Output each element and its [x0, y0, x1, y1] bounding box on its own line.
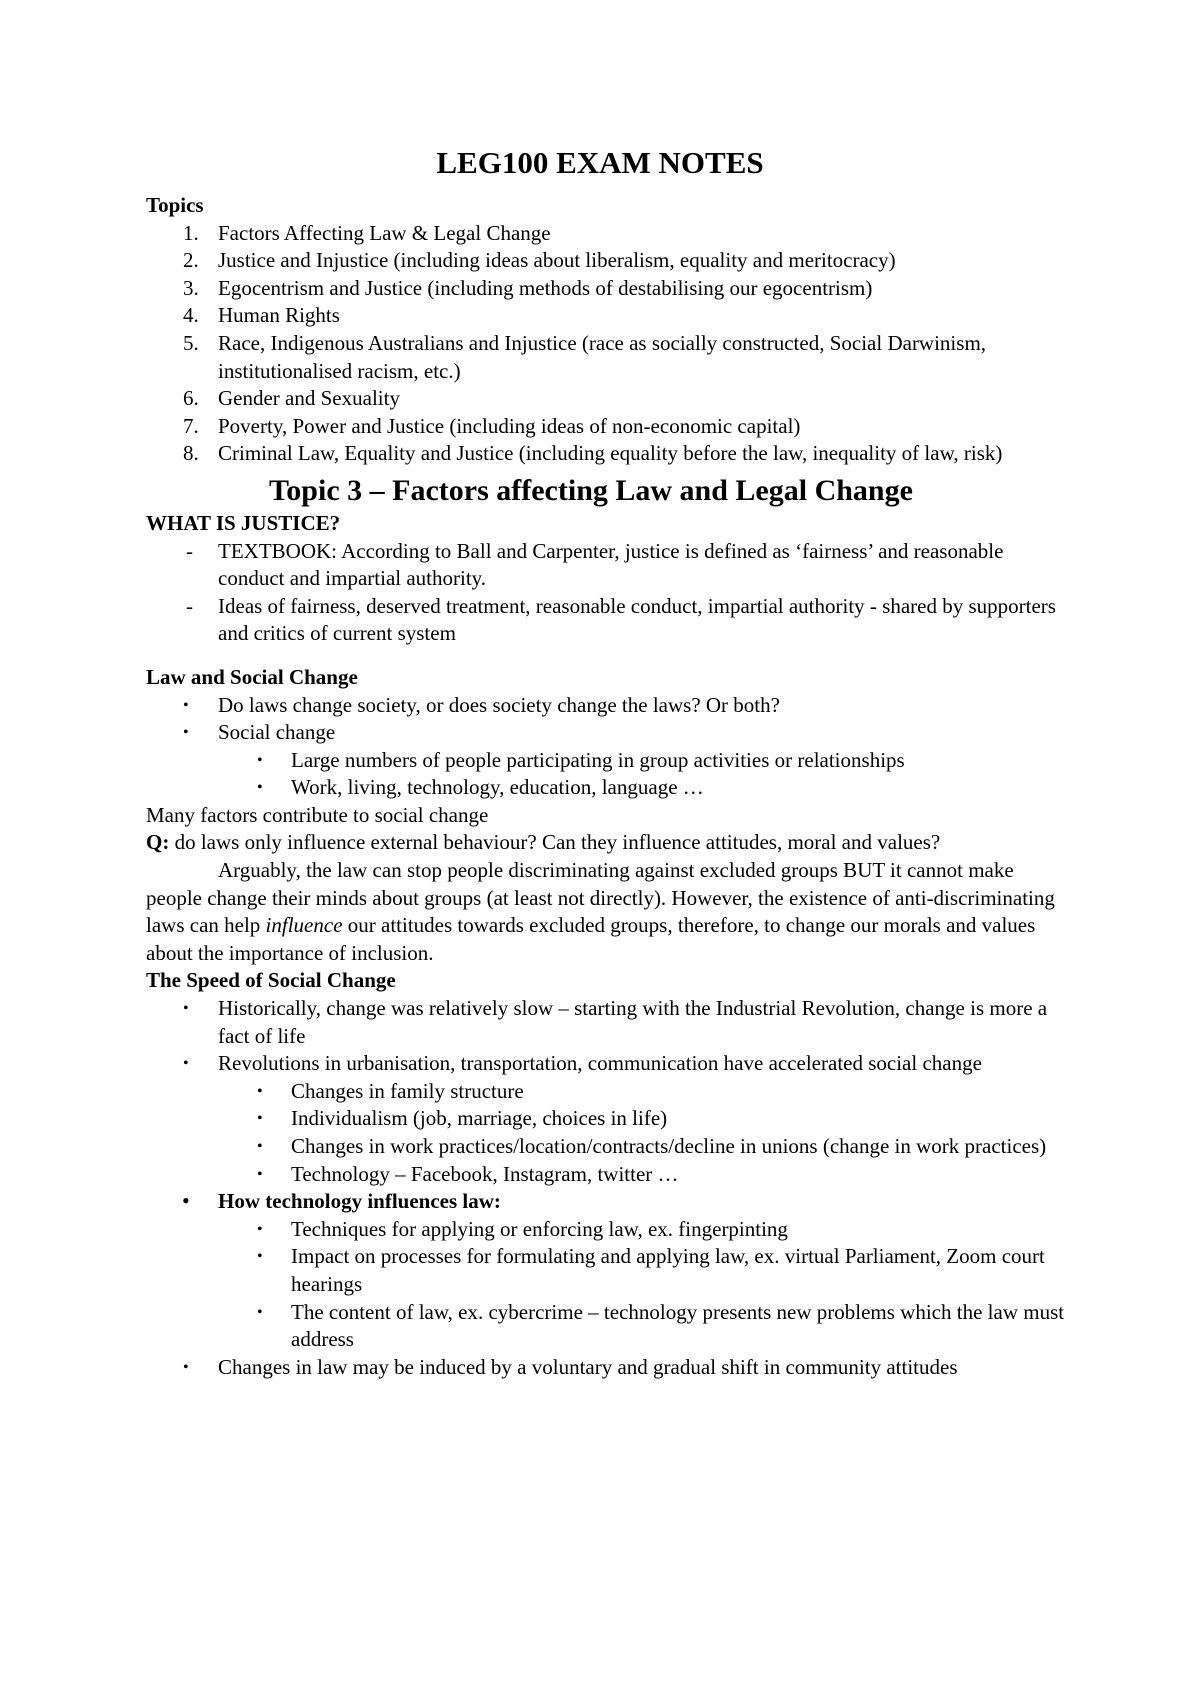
list-item-text: Individualism (job, marriage, choices in life) — [291, 1106, 668, 1131]
topic-text: Race, Indigenous Australians and Injustice (race as socially constructed, Social Darwinism, institutionalised racism, etc.) — [218, 330, 987, 383]
paragraph-text: Arguably, the law can stop people discriminating against excluded groups BUT it cannot make people change their minds about groups (at least not directly). However, the existence of anti-discriminating laws can help — [146, 858, 1055, 938]
list-item-text: TEXTBOOK: According to Ball and Carpenter, justice is defined as ‘fairness’ and reasonable conduct and impartial authority. — [218, 538, 1004, 591]
tech-list — [146, 1188, 1066, 1216]
topic-text: Egocentrism and Justice (including methods of destabilising our egocentrism) — [218, 275, 873, 300]
list-item-text: Technology – Facebook, Instagram, twitter … — [291, 1161, 679, 1186]
law-social-list — [146, 692, 1066, 747]
list-item-text: The content of law, ex. cybercrime – technology presents new problems which the law must address — [291, 1299, 1065, 1352]
bullet-marker: • — [183, 724, 189, 742]
list-item — [146, 1216, 1066, 1244]
topic-text: Factors Affecting Law & Legal Change — [218, 220, 551, 245]
topic-text: Justice and Injustice (including ideas about liberalism, equality and meritocracy) — [218, 248, 896, 273]
list-item — [146, 593, 1066, 648]
list-item-text: Ideas of fairness, deserved treatment, reasonable conduct, impartial authority - shared by supporters and critics of current system — [218, 593, 1056, 646]
list-item-text: Techniques for applying or enforcing law, ex. fingerpinting — [291, 1216, 788, 1241]
justice-list — [146, 538, 1066, 648]
emphasis-text: influence — [265, 913, 343, 938]
bullet-marker: • — [183, 1055, 189, 1073]
list-item — [146, 747, 1066, 775]
topic-item — [146, 220, 1066, 248]
document-title: LEG100 EXAM NOTES — [436, 145, 764, 180]
bullet-marker: • — [183, 1000, 189, 1018]
topic-number: 5. — [183, 330, 199, 355]
topic-item — [146, 385, 1066, 413]
bullet-marker: • — [183, 1358, 189, 1376]
topic-number: 6. — [183, 386, 199, 411]
list-item — [146, 995, 1066, 1050]
list-item-text: Work, living, technology, education, language … — [291, 775, 704, 800]
topic-item — [146, 440, 1066, 468]
topic-number: 7. — [183, 413, 199, 438]
list-item-text: Do laws change society, or does society change the laws? Or both? — [218, 692, 780, 717]
list-item-text: Impact on processes for formulating and applying law, ex. virtual Parliament, Zoom court hearings — [291, 1244, 1045, 1296]
arguably-paragraph — [146, 857, 1066, 967]
bullet-marker: • — [257, 1220, 263, 1238]
bullet-marker: • — [257, 751, 263, 769]
list-item-text: Historically, change was relatively slow – starting with the Industrial Revolution, change is more a fact of life — [218, 996, 1048, 1048]
tech-heading: How technology influences law: — [218, 1189, 501, 1214]
bullet-marker: • — [257, 1138, 263, 1155]
bullet-marker: • — [257, 1303, 263, 1321]
list-item — [146, 1188, 1066, 1216]
topic-item — [146, 247, 1066, 275]
topic-item — [146, 275, 1066, 303]
list-item — [146, 1299, 1066, 1354]
revolution-sublist — [146, 1078, 1066, 1188]
topic-number: 2. — [183, 248, 199, 273]
topic-text: Poverty, Power and Justice (including ideas of non-economic capital) — [218, 413, 801, 438]
list-item-text: Changes in law may be induced by a voluntary and gradual shift in community attitudes — [218, 1354, 958, 1379]
topic-text: Gender and Sexuality — [218, 386, 400, 411]
law-social-heading: Law and Social Change — [146, 664, 358, 689]
topic-text: Human Rights — [218, 303, 340, 328]
topic-number: 8. — [183, 441, 199, 466]
list-item — [146, 1354, 1066, 1382]
tech-sublist — [146, 1216, 1066, 1354]
question-paragraph — [146, 829, 1066, 857]
topics-heading: Topics — [146, 193, 204, 217]
document-body — [146, 192, 1066, 1381]
list-item — [146, 719, 1066, 747]
spacer — [146, 648, 1066, 664]
topics-list — [146, 220, 1066, 468]
dash-marker: - — [186, 538, 193, 563]
list-item — [146, 538, 1066, 593]
bullet-marker: • — [257, 1082, 263, 1100]
list-item — [146, 774, 1066, 802]
paragraph-text: our attitudes towards excluded groups, therefore, to change our morals and values about the importance of inclusion. — [146, 913, 1036, 965]
topic3-heading: Topic 3 – Factors affecting Law and Legal Change — [269, 473, 913, 507]
topic-number: 4. — [183, 303, 199, 328]
question-label: Q: — [146, 830, 170, 855]
list-item — [146, 1243, 1066, 1298]
list-item — [146, 1078, 1066, 1106]
social-change-sublist — [146, 747, 1066, 802]
bullet-marker: • — [257, 1248, 263, 1266]
topic-text: Criminal Law, Equality and Justice (including equality before the law, inequality of law, risk) — [218, 441, 1003, 466]
speed-list — [146, 995, 1066, 1078]
list-item-text: Changes in work practices/location/contracts/decline in unions (change in work practices) — [291, 1134, 1047, 1158]
question-text: do laws only influence external behaviour? Can they influence attitudes, moral and values? — [169, 830, 941, 855]
final-list — [146, 1354, 1066, 1382]
bullet-marker: • — [182, 1188, 190, 1214]
list-item-text: Large numbers of people participating in group activities or relationships — [291, 747, 905, 772]
bullet-marker: • — [257, 1165, 263, 1183]
list-item — [146, 1133, 1066, 1161]
list-item — [146, 1105, 1066, 1133]
bullet-marker: • — [257, 1110, 263, 1128]
list-item — [146, 692, 1066, 720]
justice-heading: WHAT IS JUSTICE? — [146, 510, 341, 535]
bullet-marker: • — [183, 696, 189, 714]
dash-marker: - — [186, 593, 193, 618]
topic-item — [146, 302, 1066, 330]
list-item-text: Social change — [218, 720, 336, 745]
list-item — [146, 1161, 1066, 1189]
many-factors-text: Many factors contribute to social change — [146, 802, 489, 827]
list-item-text: Revolutions in urbanisation, transportation, communication have accelerated social change — [218, 1051, 982, 1076]
topic-number: 1. — [183, 220, 199, 245]
topic-item — [146, 330, 1066, 385]
topic-item — [146, 413, 1066, 441]
speed-heading: The Speed of Social Change — [146, 968, 396, 993]
list-item — [146, 1050, 1066, 1078]
list-item-text: Changes in family structure — [291, 1078, 524, 1103]
topic-number: 3. — [183, 275, 199, 300]
bullet-marker: • — [257, 779, 263, 797]
